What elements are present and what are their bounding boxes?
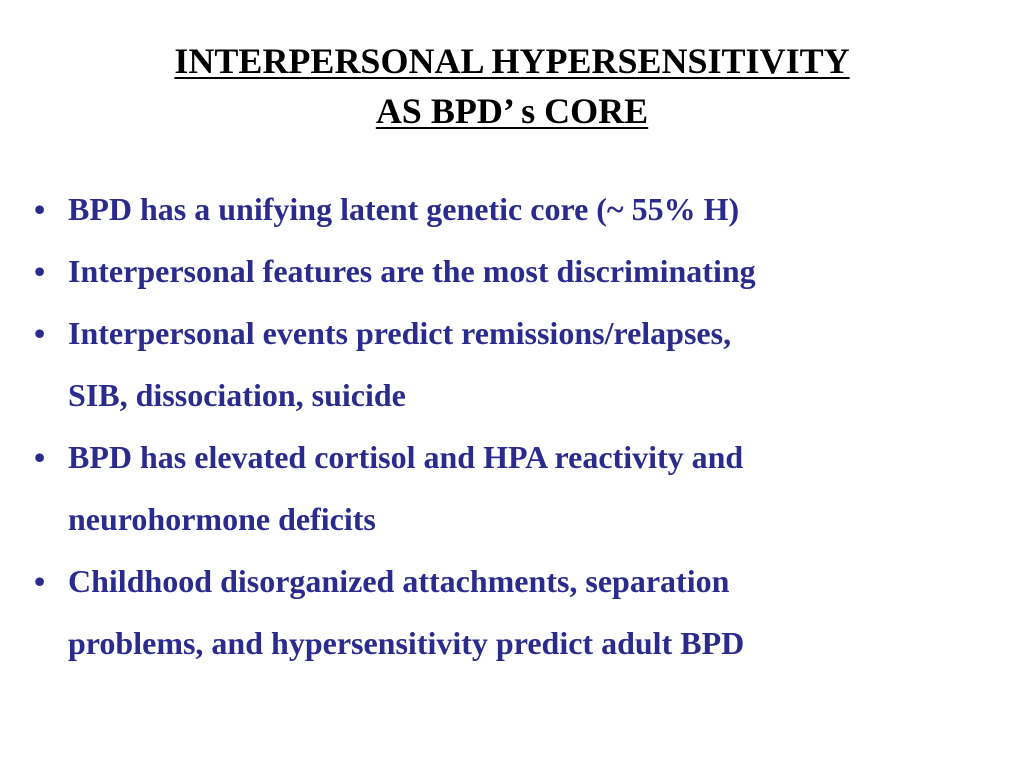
bullet-text: Interpersonal features are the most discriminating (68, 253, 756, 289)
bullet-text-continuation: neurohormone deficits (68, 501, 376, 537)
title-line-2: AS BPD’ s CORE (375, 91, 649, 131)
title-line-1: INTERPERSONAL HYPERSENSITIVITY (174, 41, 850, 81)
bullet-list (34, 178, 994, 674)
bullet-item (34, 550, 994, 674)
bullet-text: Interpersonal events predict remissions/relapses, (68, 315, 732, 351)
bullet-item (34, 302, 994, 426)
bullet-text-continuation: problems, and hypersensitivity predict adult BPD (68, 625, 745, 661)
bullet-text: Childhood disorganized attachments, separation (68, 563, 730, 599)
bullet-text: BPD has elevated cortisol and HPA reactivity and (68, 439, 744, 475)
bullet-icon: • (34, 253, 46, 289)
bullet-text: BPD has a unifying latent genetic core (~ 55% H) (68, 191, 740, 227)
bullet-text-continuation: SIB, dissociation, suicide (68, 377, 406, 413)
bullet-item (34, 178, 994, 240)
bullet-icon: • (34, 439, 46, 475)
slide-title (40, 36, 984, 136)
bullet-item (34, 426, 994, 550)
bullet-item (34, 240, 994, 302)
bullet-icon: • (34, 191, 46, 227)
bullet-icon: • (34, 563, 46, 599)
bullet-icon: • (34, 315, 46, 351)
